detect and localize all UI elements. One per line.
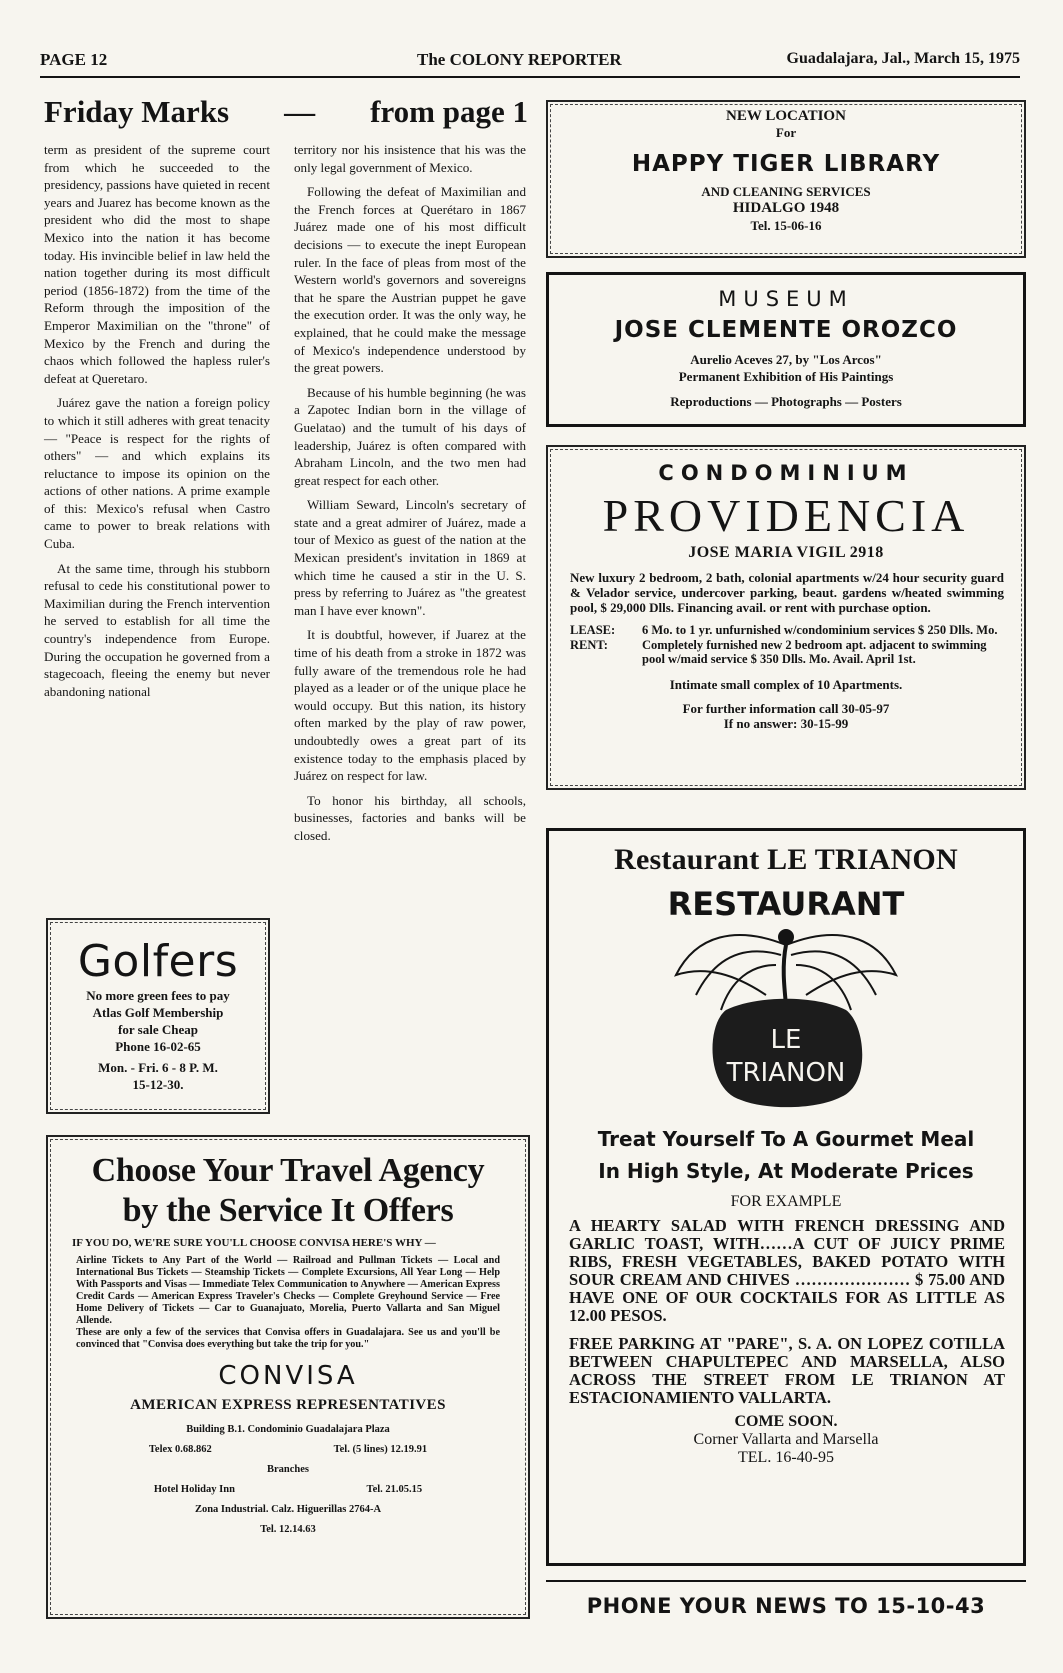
travel-headline-1: Choose Your Travel Agency: [91, 1152, 485, 1189]
travel-zona: Zona Industrial. Calz. Higuerillas 2764-A: [194, 1504, 382, 1515]
restaurant-come-soon: COME SOON.: [734, 1413, 838, 1430]
convisa-logo: CONVISA: [218, 1361, 358, 1391]
condo-name: PROVIDENCIA: [602, 490, 970, 541]
art-le: LE: [770, 1025, 802, 1055]
museum-exhibit: Permanent Exhibition of His Paintings: [678, 369, 894, 384]
golfers-title: Golfers: [77, 936, 239, 987]
rent-label: RENT:: [570, 637, 608, 652]
travel-branches: Branches: [267, 1464, 309, 1475]
museum-title: MUSEUM: [718, 287, 854, 311]
condo-title: CONDOMINIUM: [658, 461, 914, 485]
travel-contacts: [48, 1440, 528, 1460]
happy-services: AND CLEANING SERVICES: [701, 184, 871, 199]
happy-tel: Tel. 15-06-16: [750, 218, 822, 233]
condo-address: JOSE MARIA VIGIL 2918: [688, 544, 884, 561]
headline-left: Friday Marks: [44, 94, 230, 129]
museum-ad: [546, 272, 1026, 427]
happy-for: For: [775, 125, 797, 140]
happy-tiger-name: HAPPY TIGER LIBRARY: [631, 151, 941, 177]
condo-description: New luxury 2 bedroom, 2 bath, colonial apartments w/24 hour security guard & Velador service, undercover parking, beaut. gardens w/heated swimming pool, $ 29,000 Dlls. Financing avail. or rent with purchase option.: [570, 570, 1004, 615]
lease-label: LEASE:: [570, 623, 616, 637]
dateline: Guadalajara, Jal., March 15, 1975: [786, 50, 1020, 67]
condo-intimate: Intimate small complex of 10 Apartments.: [669, 676, 903, 692]
travel-services: Airline Tickets to Any Part of the World — Railroad and Pullman Tickets — Local and International Bus Tickets — Steamship Tickets — Complete Excursions, All Year Long — Help With Passports and Visas — Immediate Telex Communication to Anywhere — American Express Credit Cards — American Express Traveler's Checks — Complete Greyhound Service — Free Home Delivery of Tickets — Car to Guanajuato, Morelia, Puerto Vallarta and San Miguel Allende.: [76, 1255, 500, 1326]
condo-info-1: For further information call 30-05-97: [682, 700, 890, 716]
condominium-ad: [546, 445, 1026, 790]
restaurant-menu: A HEARTY SALAD WITH FRENCH DRESSING AND GARLIC TOAST, WITH……A CUT OF JUICY PRIME RIBS, FRESH VEGETABLES, BAKED POTATO WITH SOUR CREAM AND CHIVES ………………… $ 75.00 AND HAVE ONE OF OUR COCKTAILS FOR AS LITTLE AS 12.00 PESOS.: [569, 1216, 1005, 1325]
phone-your-news: PHONE YOUR NEWS TO 15-10-43: [546, 1580, 1026, 1618]
travel-intro: IF YOU DO, WE'RE SURE YOU'LL CHOOSE CONVISA HERE'S WHY —: [72, 1237, 436, 1249]
restaurant-tel: TEL. 16-40-95: [738, 1449, 834, 1466]
restaurant-for-example: FOR EXAMPLE: [730, 1193, 842, 1210]
newspaper-title: The COLONY REPORTER: [417, 50, 622, 69]
restaurant-corner: Corner Vallarta and Marsella: [693, 1431, 879, 1448]
travel-headline-2: by the Service It Offers: [122, 1192, 454, 1229]
article-paragraph: William Seward, Lincoln's secretary of state and a great admirer of Juárez, made a tour of Mexico as guest of the nation at the Mexican president's invitation in 1869 at which time he caused a stir in the U. S. press by referring to Juárez as "the greatest man I have ever known".: [294, 497, 526, 618]
amex-representatives: AMERICAN EXPRESS REPRESENTATIVES: [130, 1397, 446, 1413]
happy-new-location: NEW LOCATION: [726, 108, 846, 124]
travel-hotel: Hotel Holiday Inn: [153, 1484, 235, 1495]
golfers-line: Atlas Golf Membership: [92, 1005, 224, 1020]
article-paragraph: Juárez gave the nation a foreign policy to which it still adheres with great tenacity — "Peace is respect for the rights of others" — and which explains its reluctance to impose its opinion on the actions of other nations. A prime example of this: Mexico's refusal when Castro came to power to break relations with Cuba.: [44, 395, 270, 552]
travel-branch-row: [48, 1480, 528, 1500]
condo-terms: [570, 623, 1004, 667]
headline-dash: —: [284, 94, 316, 129]
restaurant-parking: FREE PARKING AT "PARE", S. A. ON LOPEZ COTILLA BETWEEN CHAPULTEPEC AND MARSELLA, ALSO ACROSS THE STREET FROM LE TRIANON AT ESTACIONAMIENTO VALLARTA.: [569, 1334, 1005, 1407]
article-paragraph: Because of his humble beginning (he was a Zapotec Indian born in the village of Guelatao) and the tumult of his days of leadership, Juárez is often compared with Abraham Lincoln, and the two men had great respect for each other.: [294, 384, 526, 488]
restaurant-tagline-2: In High Style, At Moderate Prices: [598, 1159, 974, 1183]
article-column-2: [294, 141, 526, 852]
headline-right: from page 1: [370, 94, 528, 129]
page-header: [40, 50, 1020, 78]
travel-closing: These are only a few of the services that Convisa offers in Guadalajara. See us and you'll be convinced that "Convisa does everything but take the trip for you.": [76, 1327, 500, 1350]
article-paragraph: At the same time, through his stubborn refusal to cede his constitutional power to Maximilian during the French intervention he served to establish for all time the country's independence from Europe. During the occupation he governed from a stagecoach, fleeing the enemy but never abandoning national: [44, 560, 270, 699]
article-headline: [44, 94, 528, 130]
article-paragraph: To honor his birthday, all schools, businesses, factories and banks will be closed.: [294, 792, 526, 843]
golfers-line: for sale Cheap: [118, 1022, 198, 1037]
peacock-logo-illustration: [656, 885, 916, 1115]
golfers-phone: Phone 16-02-65: [115, 1039, 201, 1054]
condo-lease-row: [570, 623, 1004, 638]
page-number: PAGE 12: [40, 50, 108, 69]
travel-hotel-tel: Tel. 21.05.15: [366, 1484, 423, 1495]
travel-building: Building B.1. Condominio Guadalajara Plaza: [186, 1424, 390, 1435]
restaurant-ad: [546, 828, 1026, 1566]
restaurant-title: Restaurant LE TRIANON: [614, 843, 958, 876]
restaurant-tagline-1: Treat Yourself To A Gourmet Meal: [597, 1127, 975, 1151]
golfers-phone-2: 15-12-30.: [132, 1077, 184, 1092]
article-paragraph: It is doubtful, however, if Juarez at the time of his death from a stroke in 1872 was fully aware of the tremendous role he had played as a leader or of the unique place he would occupy. But this nation, its history often marked by the play of raw power, undoubtedly owes a great part of its existence today to the emphasis placed by Juárez on respect for law.: [294, 627, 526, 784]
museum-items: Reproductions — Photographs — Posters: [670, 394, 902, 409]
condo-rent-row: [570, 638, 1004, 667]
travel-tel: Tel. (5 lines) 12.19.91: [333, 1444, 428, 1455]
travel-agency-ad: [46, 1135, 530, 1619]
rent-text: Completely furnished new 2 bedroom apt. adjacent to swimming pool w/maid service $ 350 Dlls. Mo. Avail. April 1st.: [642, 637, 987, 666]
happy-tiger-ad: [546, 100, 1026, 258]
art-restaurant-word: RESTAURANT: [667, 885, 905, 923]
museum-name: JOSE CLEMENTE OROZCO: [614, 317, 958, 343]
art-trianon: TRIANON: [726, 1058, 846, 1088]
article-column-1: [44, 141, 270, 707]
golfers-line: No more green fees to pay: [86, 988, 230, 1003]
museum-address: Aurelio Aceves 27, by "Los Arcos": [690, 352, 882, 367]
travel-telex: Telex 0.68.862: [148, 1444, 212, 1455]
article-paragraph: Following the defeat of Maximilian and the French forces at Querétaro in 1867 Juárez made one of his most difficult decisions — to execute the inept European ruler. In the face of pleas from most of the Western world's governors and sovereigns that he spare the Austrian puppet he gave the execution order. It was the only way, he explained, that he could make the message of Mexico's independence understood by the great powers.: [294, 184, 526, 376]
travel-zona-tel: Tel. 12.14.63: [260, 1524, 316, 1535]
condo-info-2: If no answer: 30-15-99: [723, 715, 849, 731]
article-paragraph: territory nor his insistence that his was the only legal government of Mexico.: [294, 142, 526, 175]
golfers-ad: [46, 918, 270, 1114]
happy-address: HIDALGO 1948: [732, 200, 840, 216]
article-paragraph: term as president of the supreme court from which he succeeded to the presidency, passions have quieted in recent years and Juarez has become known as the president who did the most to shape Mexico into the nation it has become today. His invincible belief in law held the nation together during its most difficult period (1856-1872) from the time of the Reform through the imposition of the Emperor Maximilian on the "throne" of Mexico by the French and during the chaos which followed the hapless ruler's defeat at Queretaro.: [44, 142, 270, 386]
lease-text: 6 Mo. to 1 yr. unfurnished w/condominium services $ 250 Dlls. Mo.: [642, 623, 998, 637]
golfers-hours: Mon. - Fri. 6 - 8 P. M.: [98, 1060, 218, 1075]
